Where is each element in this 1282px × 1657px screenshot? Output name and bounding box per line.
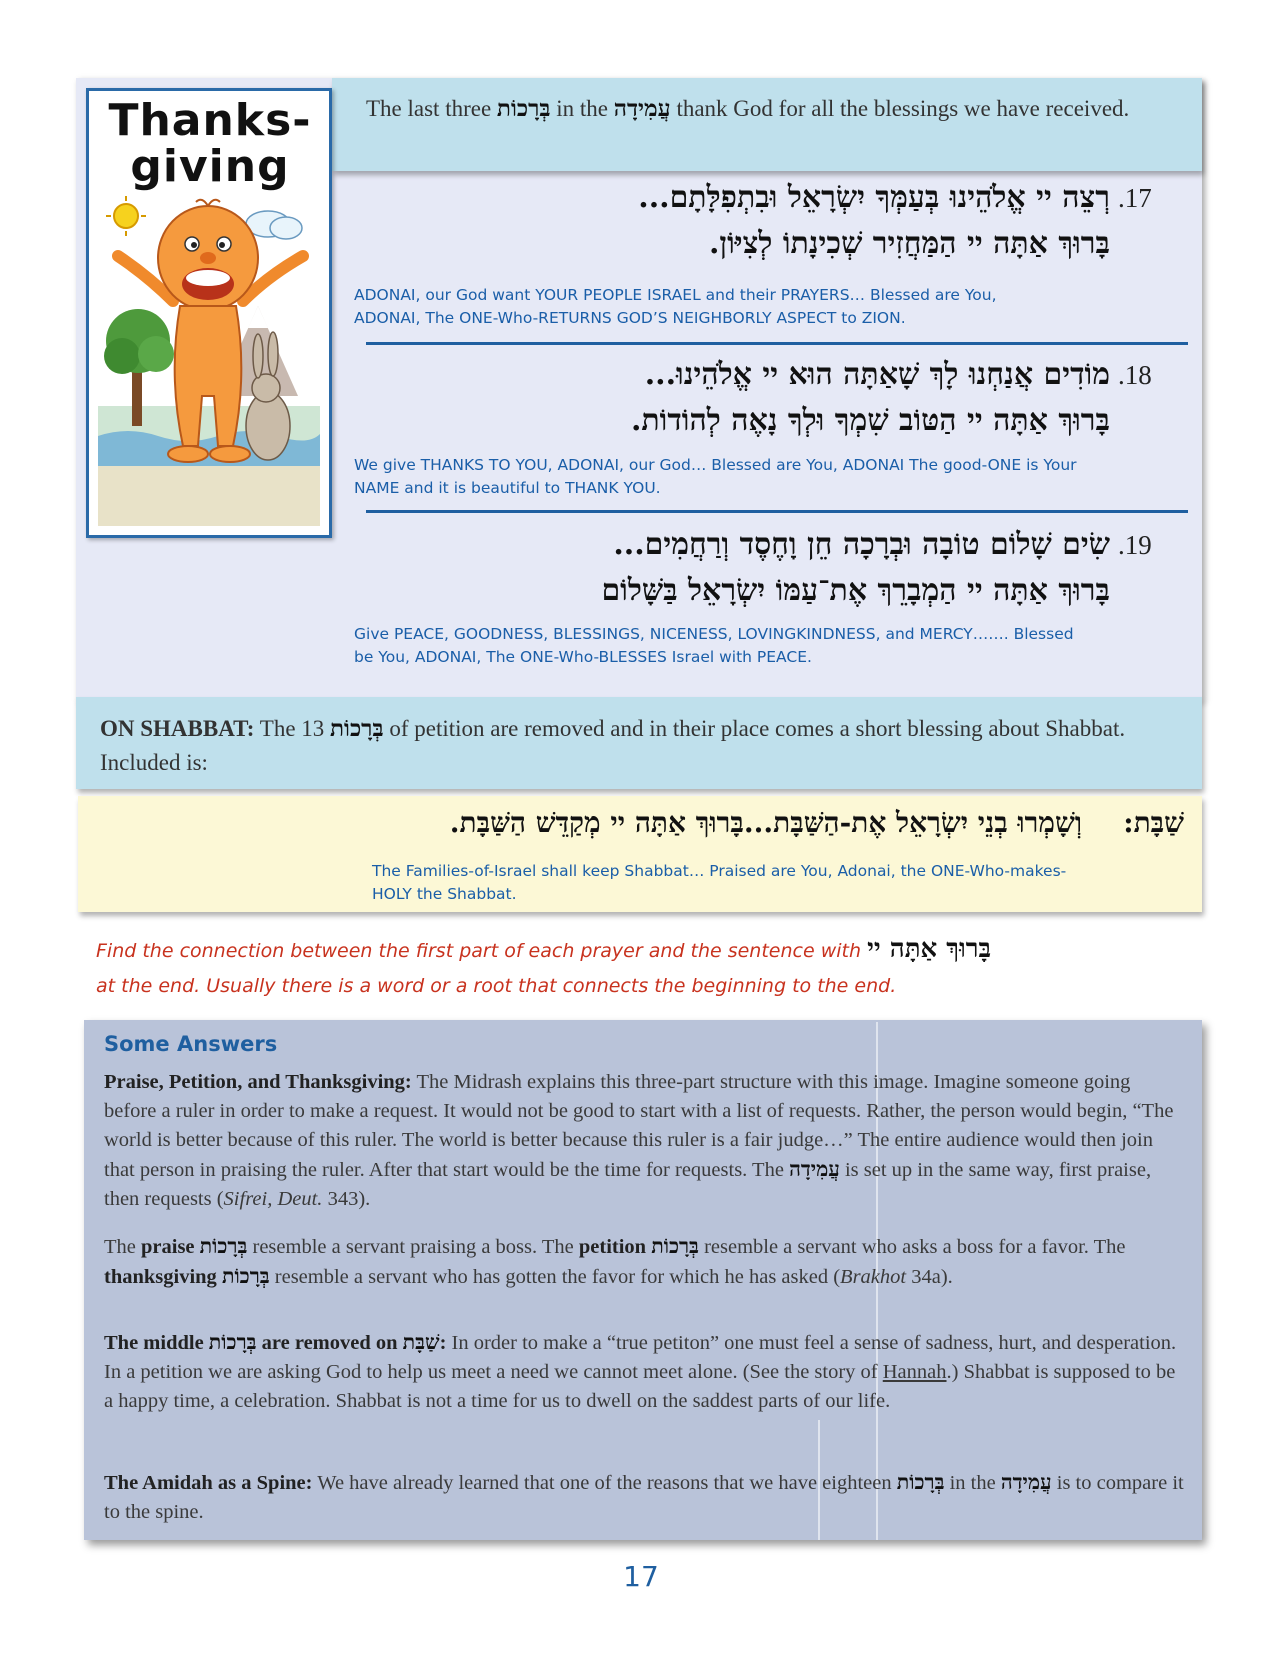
prayer-translation: ADONAI, our God want YOUR PEOPLE ISRAEL and their PRAYERS… Blessed are You, ADONAI, The ONE-Who-RETURNS GOD’S NEIGHBORLY ASPECT to ZION. — [354, 286, 997, 327]
shabbat-hebrew-label: שַׁבָּת: — [1123, 806, 1184, 839]
prayer-hebrew-line: שִׂים שָׁלוֹם טוֹבָה וּבְרָכָה חֵן וָחֶסֶד וְרַחֲמִים... — [613, 527, 1110, 562]
prayer-translation: We give THANKS TO YOU, ADONAI, our God… Blessed are You, ADONAI The good-ONE is Your NAME and it is beautiful to THANK YOU. — [354, 456, 1077, 497]
answer-paragraph: The praise בְּרָכוֹת resemble a servant praising a boss. The petition בְּרָכוֹת resemble a servant who asks a boss for a favor. The thanksgiving בְּרָכוֹת resemble a servant who has gotten the favor for which he has asked (Brakhot 34a). — [104, 1234, 1126, 1288]
intro-text: The last three בְּרָכוֹת in the עֲמִידָה thank God for all the blessings we have received. — [366, 95, 1130, 122]
answers-title: Some Answers — [104, 1032, 278, 1056]
instruction-text: Find the connection between the first part of each prayer and the sentence with בָּרוּךְ אַתָּה יי at the end. Usually there is a word or a root that connects the beginning to the end. — [96, 934, 992, 997]
divider — [366, 342, 1188, 345]
divider — [366, 510, 1188, 513]
prayer-number: .18 — [1118, 360, 1152, 390]
prayer-hebrew-line: רְצֵה יי אֱלֹהֵינוּ בְּעַמְּךָ יִשְׂרָאֵל וּבִתְפִלָּתָם... — [638, 180, 1110, 215]
prayer-hebrew-line: בָּרוּךְ אַתָּה יי הַמַּחֲזִיר שְׁכִינָתוֹ לְצִיּוֹן. — [708, 226, 1110, 261]
prayer-hebrew-line: בָּרוּךְ אַתָּה יי הַמְבָרֵךְ אֶת־עַמּוֹ יִשְׂרָאֵל בַּשָּׁלוֹם — [601, 573, 1110, 608]
answer-paragraph: The Amidah as a Spine: We have already learned that one of the reasons that we have eighteen בְּרָכוֹת in the עֲמִידָה is to compare it to the spine. — [104, 1470, 1184, 1523]
shabbat-text: ON SHABBAT: The 13 בְּרָכוֹת of petition are removed and in their place comes a short blessing about Shabbat. Included is: — [100, 715, 1126, 775]
prayer-number: .19 — [1118, 530, 1152, 560]
smiling-figure-illustration — [98, 196, 320, 526]
prayer-translation: Give PEACE, GOODNESS, BLESSINGS, NICENESS, LOVINGKINDNESS, and MERCY……. Blessed be You, ADONAI, The ONE-Who-BLESSES Israel with PEACE. — [354, 625, 1074, 666]
prayer-number: .17 — [1118, 183, 1152, 213]
page-number: 17 — [623, 1560, 659, 1593]
answer-paragraph: The middle בְּרָכוֹת are removed on שַׁבָּת: In order to make a “true petiton” one must feel a sense of sadness, hurt, and desperation. In a petition we are asking God to help us meet a need we cannot meet alone. (See the story of Hannah.) Shabbat is supposed to be a happy time, a celebration. Shabbat is not a time for us to dwell on the saddest parts of our life. — [104, 1330, 1177, 1412]
shabbat-hebrew-line: וְשָׁמְרוּ בְנֵי יִשְׂרָאֵל אֶת-הַשַּׁבָּת...בָּרוּךְ אַתָּה יי מְקַדֵּשׁ הַשַּׁבָּת. — [449, 806, 1082, 839]
prayer-hebrew-line: בָּרוּךְ אַתָּה יי הַטּוֹב שִׁמְךָ וּלְךָ נָאֶה לְהוֹדוֹת. — [630, 403, 1110, 438]
card-title: Thanks- giving — [108, 95, 312, 192]
shabbat-translation: The Families-of-Israel shall keep Shabbat… Praised are You, Adonai, the ONE-Who-makes-HOLY the Shabbat. — [372, 862, 1067, 903]
answer-paragraph: Praise, Petition, and Thanksgiving: The Midrash explains this three-part structure with this image. Imagine someone going before a ruler in order to make a request. It would not be good to start with a list of requests. Rather, the person would begin, “The world is better because of this ruler. The world is better because this ruler is a fair judge…” The entire audience would then join that person in praising the ruler. After that start would be the time for requests. The עֲמִידָה is set up in the same way, first praise, then requests (Sifrei, Deut. 343). — [104, 1071, 1174, 1210]
prayer-hebrew-line: מוֹדִים אֲנַחְנוּ לָךְ שָׁאַתָּה הוּא יי אֱלֹהֵינוּ... — [644, 357, 1110, 392]
